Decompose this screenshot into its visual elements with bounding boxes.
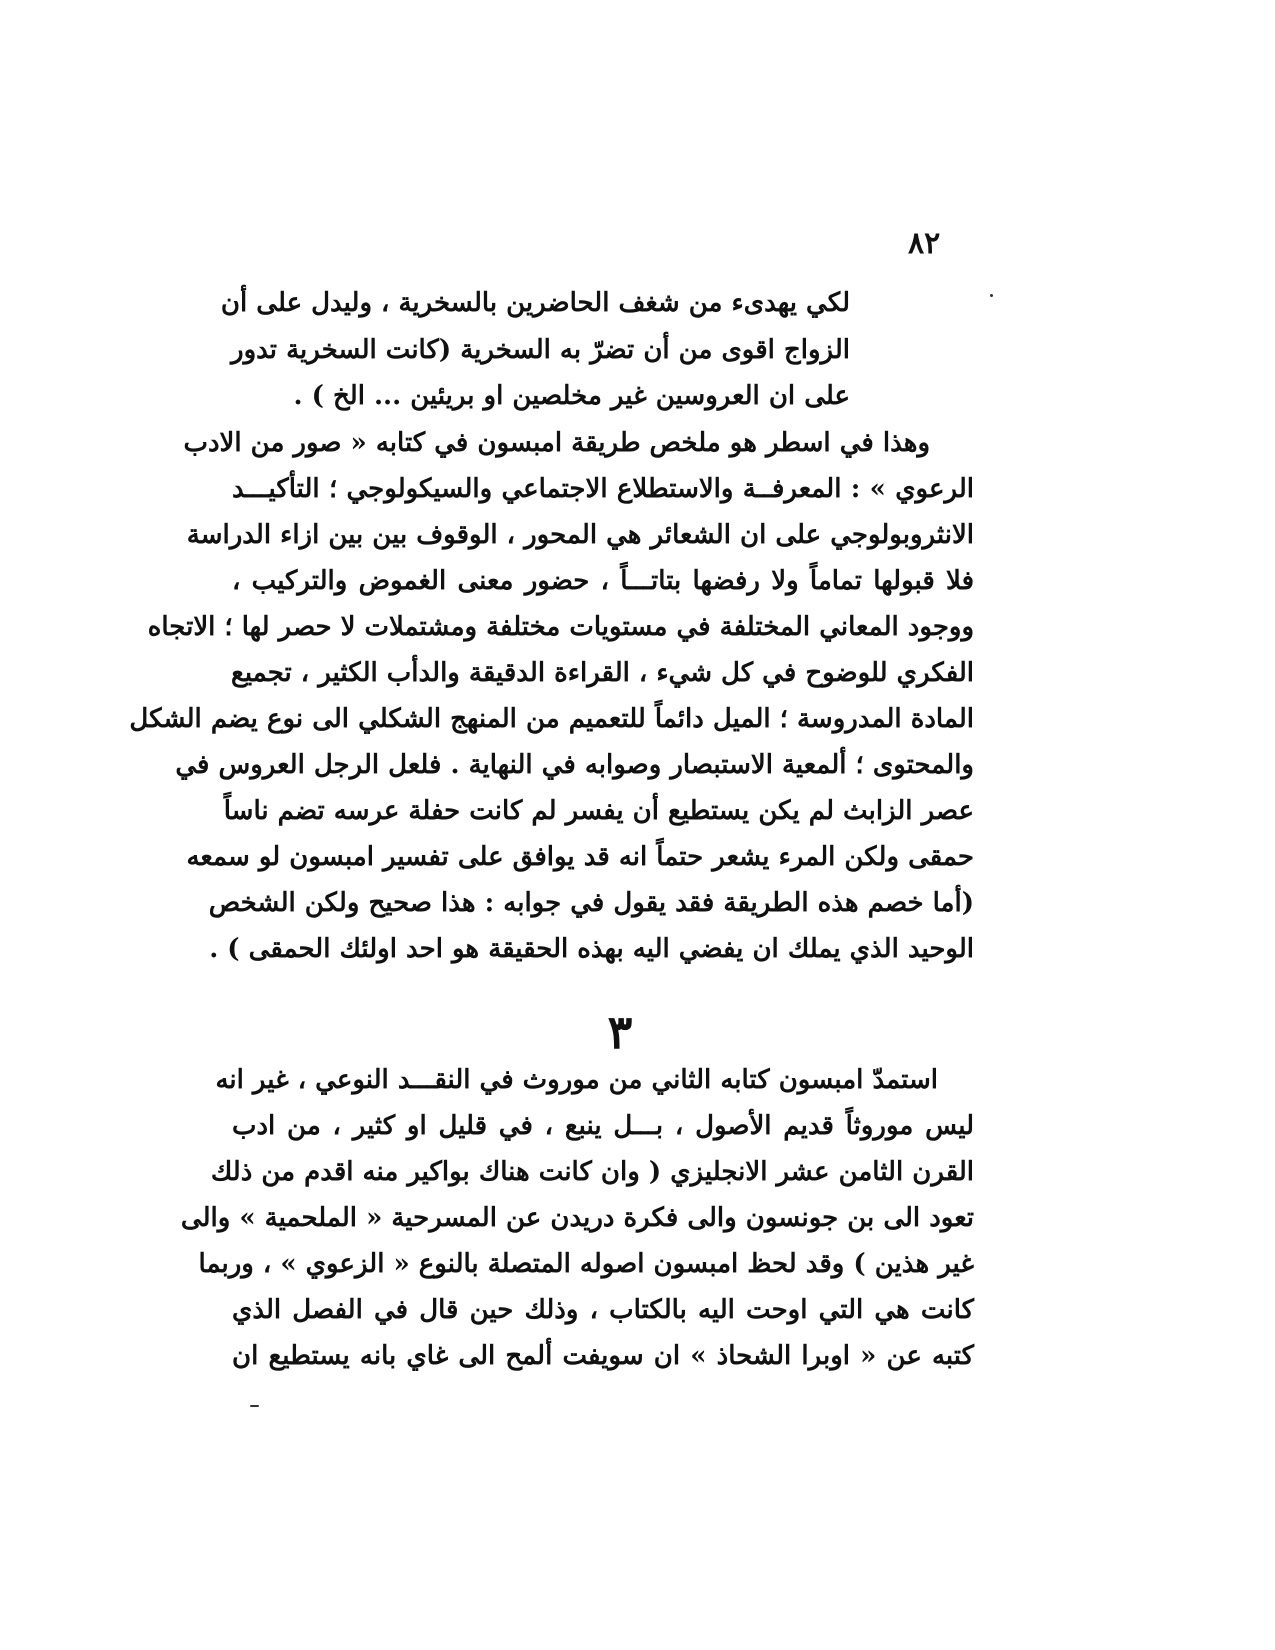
text-line: استمدّ امبسون كتابه الثاني من موروث في النقـــد النوعي ، غير انه: [215, 1065, 938, 1095]
section-number: ٣: [607, 1005, 633, 1059]
text-line: عصر الزابث لم يكن يستطيع أن يفسر لم كانت حفلة عرسه تضم ناساً: [223, 796, 974, 826]
text-line: والمحتوى ؛ ألمعية الاستبصار وصوابه في النهاية . فلعل الرجل العروس في: [175, 750, 974, 780]
text-line: فلا قبولها تماماً ولا رفضها بتاتـــاً ، حضور معنى الغموض والتركيب ،: [232, 566, 974, 596]
text-line: ووجود المعاني المختلفة في مستويات مختلفة ومشتملات لا حصر لها ؛ الاتجاه: [147, 612, 974, 642]
text-line: حمقى ولكن المرء يشعر حتماً انه قد يوافق على تفسير امبسون لو سمعه: [186, 842, 974, 872]
text-line: الزواج اقوى من أن تضرّ به السخرية (كانت السخرية تدور: [231, 335, 850, 365]
scan-speck: [250, 1405, 259, 1407]
text-line: وهذا في اسطر هو ملخص طريقة امبسون في كتابه « صور من الادب: [183, 428, 930, 458]
scan-speck: [990, 294, 993, 297]
text-line: الوحيد الذي يملك ان يفضي اليه بهذه الحقيقة هو احد اولئك الحمقى ) .: [209, 934, 974, 964]
text-line: كانت هي التي اوحت اليه بالكتاب ، وذلك حين قال في الفصل الذي: [232, 1295, 974, 1325]
text-line: ليس موروثاً قديم الأصول ، بـــل ينبع ، في قليل او كثير ، من ادب: [232, 1111, 974, 1141]
text-line: لكي يهدىء من شغف الحاضرين بالسخرية ، وليدل على أن: [220, 288, 850, 318]
text-line: تعود الى بن جونسون والى فكرة دريدن عن المسرحية « الملحمية » والى: [180, 1203, 974, 1233]
text-line: القرن الثامن عشر الانجليزي ( وان كانت هناك بواكير منه اقدم من ذلك: [210, 1157, 974, 1187]
text-line: على ان العروسين غير مخلصين او بريئين ... الخ ) .: [293, 381, 850, 411]
text-line: كتبه عن « اوبرا الشحاذ » ان سويفت ألمح الى غاي بانه يستطيع ان: [232, 1341, 974, 1371]
text-line: غير هذين ) وقد لحظ امبسون اصوله المتصلة بالنوع « الزعوي » ، وربما: [198, 1249, 974, 1279]
text-line: المادة المدروسة ؛ الميل دائماً للتعميم من المنهج الشكلي الى نوع يضم الشكل: [129, 704, 974, 734]
page-number: ٨٢: [908, 226, 941, 261]
text-line: الانثروبولوجي على ان الشعائر هي المحور ، الوقوف بين بين ازاء الدراسة: [186, 520, 974, 550]
text-line: (أما خصم هذه الطريقة فقد يقول في جوابه : هذا صحيح ولكن الشخص: [208, 888, 974, 918]
text-line: الفكري للوضوح في كل شيء ، القراءة الدقيقة والدأب الكثير ، تجميع: [230, 658, 974, 688]
text-line: الرعوي » : المعرفــة والاستطلاع الاجتماعي والسيكولوجي ؛ التأكيـــد: [232, 474, 974, 504]
